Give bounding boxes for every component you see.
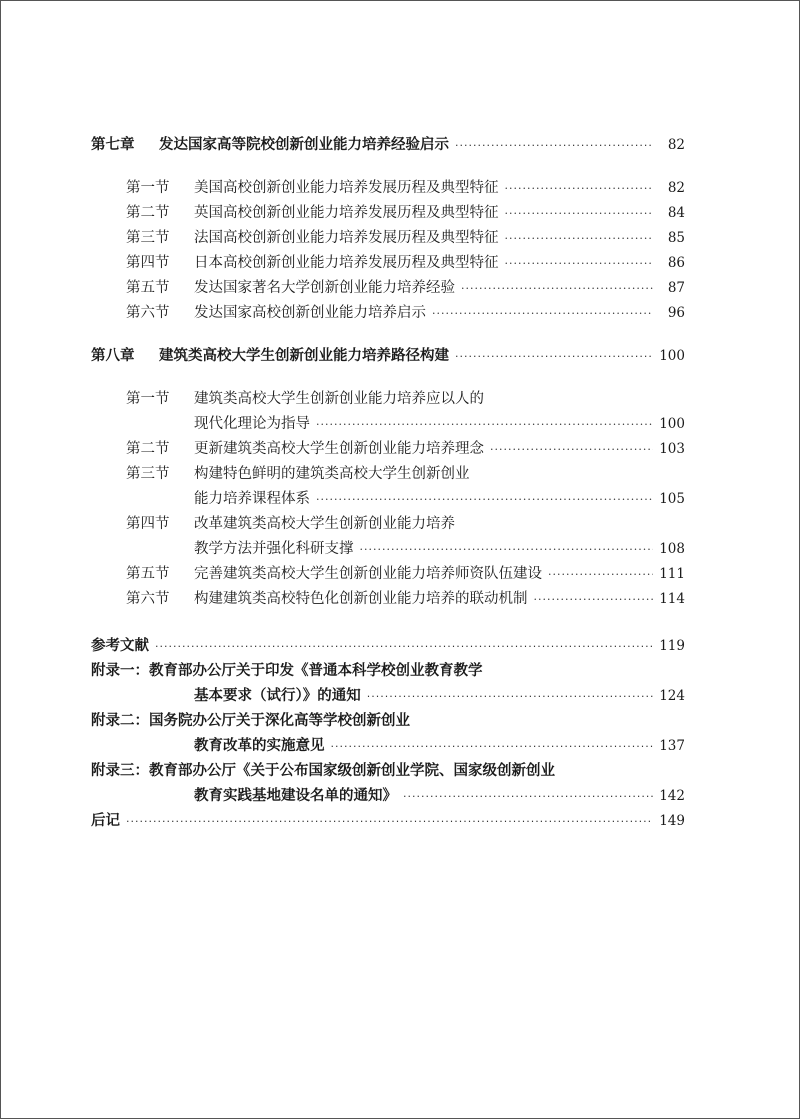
leader-dots [455,133,653,158]
section-title: 发达国家高校创新创业能力培养启示 [194,305,426,321]
leader-dots [403,784,653,809]
page-number: 82 [667,180,685,196]
toc-section[interactable] [91,301,685,326]
section-title: 美国高校创新创业能力培养发展历程及典型特征 [194,180,499,196]
toc-section[interactable] [91,512,685,537]
leader-dots [432,301,653,326]
section-label: 第五节 [126,566,170,582]
toc-section[interactable] [91,251,685,276]
toc-section-continuation[interactable] [91,537,685,562]
toc-appendix-2[interactable] [91,709,685,734]
toc-section[interactable] [91,276,685,301]
toc-section[interactable] [91,437,685,462]
toc-section[interactable] [91,587,685,612]
toc-chapter-7[interactable] [91,133,685,158]
section-label: 第一节 [126,391,170,407]
leader-dots [490,437,653,462]
appendix-title-cont: 教育实践基地建设名单的通知》 [194,788,397,804]
section-title-cont: 能力培养课程体系 [194,491,310,507]
section-title-cont: 现代化理论为指导 [194,416,310,432]
section-label: 第三节 [126,466,170,482]
page-number: 108 [659,541,685,557]
chapter-label: 第八章 [91,348,135,364]
toc-section[interactable] [91,201,685,226]
section-label: 第一节 [126,180,170,196]
page-number: 124 [659,688,685,704]
page-number: 114 [659,591,685,607]
leader-dots [367,684,653,709]
page-number: 142 [659,788,685,804]
afterword-title: 后记 [91,813,120,829]
page-number: 85 [667,230,685,246]
page-number: 103 [659,441,685,457]
leader-dots [360,537,654,562]
section-title: 更新建筑类高校大学生创新创业能力培养理念 [194,441,484,457]
toc-afterword[interactable] [91,809,685,834]
section-title: 改革建筑类高校大学生创新创业能力培养 [194,516,455,532]
page-number: 100 [659,348,685,364]
table-of-contents [91,133,685,834]
page-number: 84 [667,205,685,221]
toc-appendix-3[interactable] [91,759,685,784]
section-title: 完善建筑类高校大学生创新创业能力培养师资队伍建设 [194,566,542,582]
toc-appendix-1[interactable] [91,659,685,684]
leader-dots [316,412,653,437]
section-title: 构建建筑类高校特色化创新创业能力培养的联动机制 [194,591,528,607]
leader-dots [505,201,654,226]
toc-appendix-1-cont[interactable] [91,684,685,709]
chapter-title: 发达国家高等院校创新创业能力培养经验启示 [159,137,449,153]
chapter-label: 第七章 [91,137,135,153]
leader-dots [534,587,654,612]
leader-dots [455,344,653,369]
toc-appendix-3-cont[interactable] [91,784,685,809]
section-title: 英国高校创新创业能力培养发展历程及典型特征 [194,205,499,221]
toc-section[interactable] [91,562,685,587]
section-title: 构建特色鲜明的建筑类高校大学生创新创业 [194,466,470,482]
section-title: 发达国家著名大学创新创业能力培养经验 [194,280,455,296]
references-title: 参考文献 [91,638,149,654]
page-number: 137 [659,738,685,754]
page-number: 119 [659,638,685,654]
leader-dots [331,734,654,759]
leader-dots [461,276,653,301]
section-label: 第二节 [126,205,170,221]
leader-dots [126,809,653,834]
leader-dots [316,487,653,512]
section-title: 建筑类高校大学生创新创业能力培养应以人的 [194,391,484,407]
chapter-title: 建筑类高校大学生创新创业能力培养路径构建 [159,348,449,364]
toc-section[interactable] [91,226,685,251]
page-number: 111 [659,566,685,582]
leader-dots [505,251,654,276]
appendix-title: 附录二：国务院办公厅关于深化高等学校创新创业 [91,713,410,729]
toc-section-continuation[interactable] [91,487,685,512]
leader-dots [155,634,653,659]
leader-dots [505,226,654,251]
section-label: 第六节 [126,591,170,607]
section-label: 第三节 [126,230,170,246]
leader-dots [505,176,654,201]
toc-references[interactable] [91,634,685,659]
section-title-cont: 教学方法并强化科研支撑 [194,541,354,557]
section-label: 第六节 [126,305,170,321]
page-number: 82 [667,137,685,153]
section-label: 第四节 [126,516,170,532]
section-title: 日本高校创新创业能力培养发展历程及典型特征 [194,255,499,271]
page-number: 96 [667,305,685,321]
section-label: 第四节 [126,255,170,271]
page-number: 86 [667,255,685,271]
toc-appendix-2-cont[interactable] [91,734,685,759]
section-title: 法国高校创新创业能力培养发展历程及典型特征 [194,230,499,246]
appendix-title-cont: 教育改革的实施意见 [194,738,325,754]
section-label: 第二节 [126,441,170,457]
page-number: 105 [659,491,685,507]
toc-chapter-8[interactable] [91,344,685,369]
toc-section[interactable] [91,462,685,487]
appendix-title: 附录三：教育部办公厅《关于公布国家级创新创业学院、国家级创新创业 [91,763,555,779]
leader-dots [548,562,653,587]
section-label: 第五节 [126,280,170,296]
toc-section-continuation[interactable] [91,412,685,437]
toc-section[interactable] [91,387,685,412]
appendix-title-cont: 基本要求（试行）》的通知 [194,688,361,704]
page-number: 100 [659,416,685,432]
page-number: 87 [667,280,685,296]
appendix-title: 附录一：教育部办公厅关于印发《普通本科学校创业教育教学 [91,663,483,679]
toc-section[interactable] [91,176,685,201]
page-number: 149 [659,813,685,829]
